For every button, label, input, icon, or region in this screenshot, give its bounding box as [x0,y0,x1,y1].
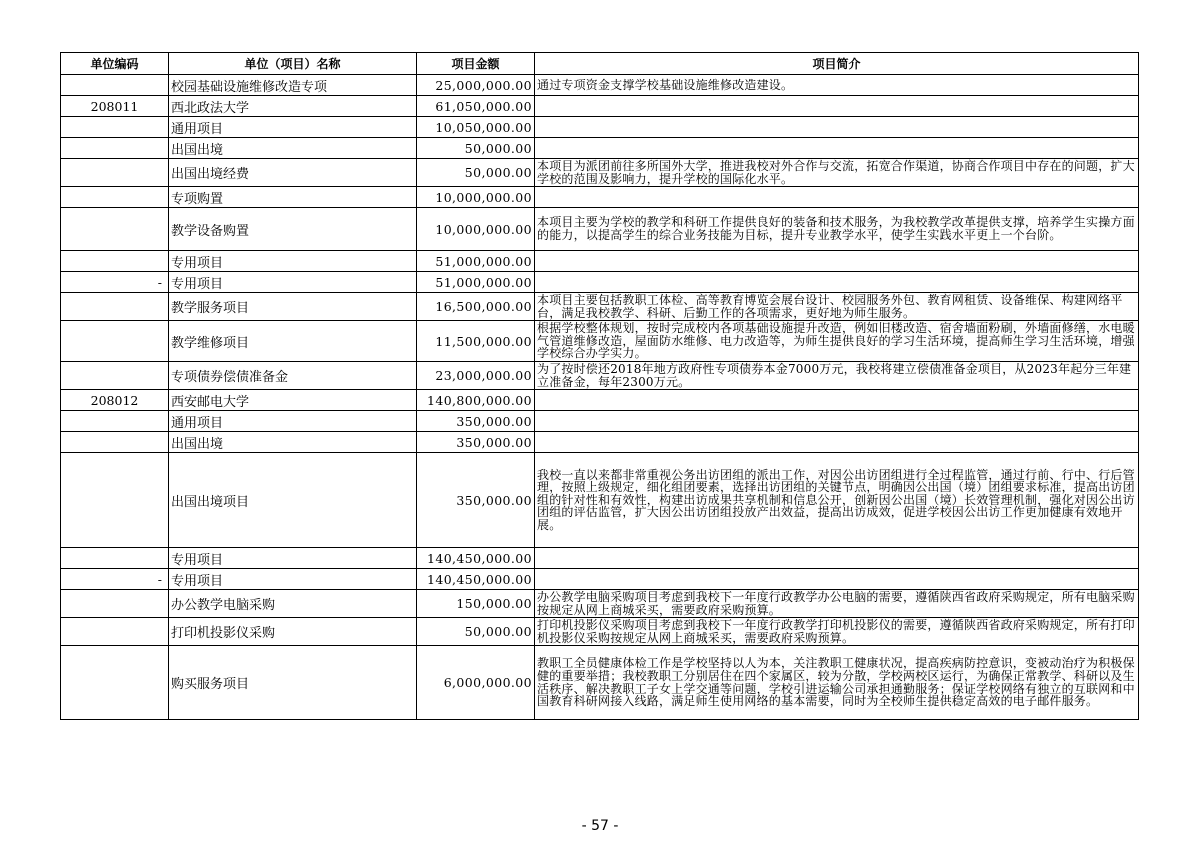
table-row [61,138,1139,159]
unit-code-cell: 208012 [61,390,169,411]
description-cell: 本项目主要包括教职工体检、高等教育博览会展台设计、校园服务外包、教育网租赁、设备维保、构建网络平台，满足我校教学、科研、后勤工作的各项需求，更好地为师生服务。 [535,293,1139,321]
table-row [61,208,1139,251]
unit-name-cell: 通用项目 [169,117,417,138]
unit-code-cell [61,548,169,569]
unit-code-cell [61,117,169,138]
unit-code-cell [61,187,169,208]
unit-code-cell: - [61,569,169,590]
unit-name-cell: 专用项目 [169,548,417,569]
table-row [61,159,1139,187]
unit-code-cell [61,75,169,96]
description-cell: 本项目为派团前往多所国外大学，推进我校对外合作与交流，拓宽合作渠道，协商合作项目中存在的问题，扩大学校的范围及影响力，提升学校的国际化水平。 [535,159,1139,187]
unit-name-cell: 专项债券偿债准备金 [169,362,417,390]
unit-name-cell: 西安邮电大学 [169,390,417,411]
amount-cell: 50,000.00 [417,138,535,159]
description-cell [535,187,1139,208]
amount-cell: 350,000.00 [417,453,535,548]
table-row [61,75,1139,96]
budget-table [60,52,1139,720]
amount-cell: 6,000,000.00 [417,646,535,720]
unit-name-cell: 专用项目 [169,569,417,590]
unit-code-cell [61,251,169,272]
table-row [61,117,1139,138]
description-cell: 根据学校整体规划，按时完成校内各项基础设施提升改造，例如旧楼改造、宿舍墙面粉刷，外墙面修缮，水电暖气管道维修改造，屋面防水维修、电力改造等，为师生提供良好的学习生活环境，提高师生学习生活环境，增强学校综合办学实力。 [535,321,1139,362]
amount-cell: 51,000,000.00 [417,251,535,272]
table-row [61,411,1139,432]
unit-name-cell: 通用项目 [169,411,417,432]
unit-code-cell: 208011 [61,96,169,117]
amount-cell: 350,000.00 [417,411,535,432]
amount-cell: 23,000,000.00 [417,362,535,390]
description-cell: 办公教学电脑采购项目考虑到我校下一年度行政教学办公电脑的需要，遵循陕西省政府采购规定，所有电脑采购按规定从网上商城采买，需要政府采购预算。 [535,590,1139,618]
amount-cell: 10,000,000.00 [417,208,535,251]
unit-name-cell: 打印机投影仪采购 [169,618,417,646]
description-cell: 教职工全员健康体检工作是学校坚持以人为本，关注教职工健康状况，提高疾病防控意识，变被动治疗为积极保健的重要举措；我校教职工分别居住在四个家属区，较为分散，学校两校区运行，为确保正常教学、科研以及生活秩序、解决教职工子女上学交通等问题，学校引进运输公司承担通勤服务；保证学校网络有独立的互联网和中国教育科研网接入线路，满足师生使用网络的基本需要，同时为全校师生提供稳定高效的电子邮件服务。 [535,646,1139,720]
unit-code-cell [61,293,169,321]
amount-cell: 51,000,000.00 [417,272,535,293]
table-row [61,187,1139,208]
header-description: 项目简介 [535,53,1139,75]
description-cell [535,411,1139,432]
unit-code-cell [61,432,169,453]
unit-name-cell: 专项购置 [169,187,417,208]
unit-name-cell: 西北政法大学 [169,96,417,117]
unit-name-cell: 教学设备购置 [169,208,417,251]
unit-code-cell [61,159,169,187]
description-cell [535,96,1139,117]
table-row [61,646,1139,720]
description-cell [535,569,1139,590]
unit-name-cell: 专用项目 [169,251,417,272]
unit-name-cell: 出国出境 [169,138,417,159]
table-row [61,432,1139,453]
header-amount: 项目金额 [417,53,535,75]
table-row [61,362,1139,390]
unit-code-cell: - [61,272,169,293]
description-cell: 我校一直以来都非常重视公务出访团组的派出工作，对因公出访团组进行全过程监管，通过行前、行中、行后管理，按照上级规定，细化组团要素，选择出访团组的关键节点，明确因公出国（境）团组要求标准，提高出访团组的针对性和有效性，构建出访成果共享机制和信息公开，创新因公出国（境）长效管理机制，强化对因公出访团组的评估监管，扩大因公出访团组投放产出效益，提高出访成效，促进学校因公出访工作更加健康有效地开展。 [535,453,1139,548]
amount-cell: 25,000,000.00 [417,75,535,96]
unit-code-cell [61,453,169,548]
amount-cell: 140,450,000.00 [417,548,535,569]
unit-name-cell: 办公教学电脑采购 [169,590,417,618]
unit-name-cell: 出国出境项目 [169,453,417,548]
table-row [61,390,1139,411]
table-row [61,590,1139,618]
table-row [61,272,1139,293]
table-row [61,293,1139,321]
amount-cell: 350,000.00 [417,432,535,453]
unit-code-cell [61,590,169,618]
table-row [61,96,1139,117]
table-row [61,453,1139,548]
description-cell: 通过专项资金支撑学校基础设施维修改造建设。 [535,75,1139,96]
unit-name-cell: 专用项目 [169,272,417,293]
page-number: - 57 - [581,818,619,834]
unit-code-cell [61,321,169,362]
description-cell [535,251,1139,272]
unit-code-cell [61,411,169,432]
unit-name-cell: 教学服务项目 [169,293,417,321]
description-cell: 为了按时偿还2018年地方政府性专项债券本金7000万元，我校将建立偿债准备金项目，从2023年起分三年建立准备金，每年2300万元。 [535,362,1139,390]
amount-cell: 50,000.00 [417,159,535,187]
table-header-row [61,53,1139,75]
unit-code-cell [61,362,169,390]
amount-cell: 10,000,000.00 [417,187,535,208]
unit-code-cell [61,646,169,720]
unit-code-cell [61,618,169,646]
amount-cell: 61,050,000.00 [417,96,535,117]
description-cell [535,117,1139,138]
description-cell [535,138,1139,159]
header-unit-name: 单位（项目）名称 [169,53,417,75]
description-cell: 本项目主要为学校的教学和科研工作提供良好的装备和技术服务，为我校教学改革提供支撑，培养学生实操方面的能力，以提高学生的综合业务技能为目标，提升专业教学水平，使学生实践水平更上一个台阶。 [535,208,1139,251]
unit-name-cell: 出国出境 [169,432,417,453]
table-row [61,548,1139,569]
unit-name-cell: 购买服务项目 [169,646,417,720]
unit-name-cell: 校园基础设施维修改造专项 [169,75,417,96]
unit-code-cell [61,138,169,159]
table-row [61,569,1139,590]
amount-cell: 16,500,000.00 [417,293,535,321]
unit-name-cell: 教学维修项目 [169,321,417,362]
description-cell [535,432,1139,453]
description-cell [535,548,1139,569]
unit-code-cell [61,208,169,251]
header-unit-code: 单位编码 [61,53,169,75]
description-cell [535,390,1139,411]
amount-cell: 11,500,000.00 [417,321,535,362]
description-cell: 打印机投影仪采购项目考虑到我校下一年度行政教学打印机投影仪的需要，遵循陕西省政府采购规定，所有打印机投影仪采购按规定从网上商城采买，需要政府采购预算。 [535,618,1139,646]
table-row [61,618,1139,646]
amount-cell: 150,000.00 [417,590,535,618]
description-cell [535,272,1139,293]
table-row [61,321,1139,362]
amount-cell: 10,050,000.00 [417,117,535,138]
unit-name-cell: 出国出境经费 [169,159,417,187]
table-row [61,251,1139,272]
amount-cell: 140,450,000.00 [417,569,535,590]
amount-cell: 140,800,000.00 [417,390,535,411]
amount-cell: 50,000.00 [417,618,535,646]
